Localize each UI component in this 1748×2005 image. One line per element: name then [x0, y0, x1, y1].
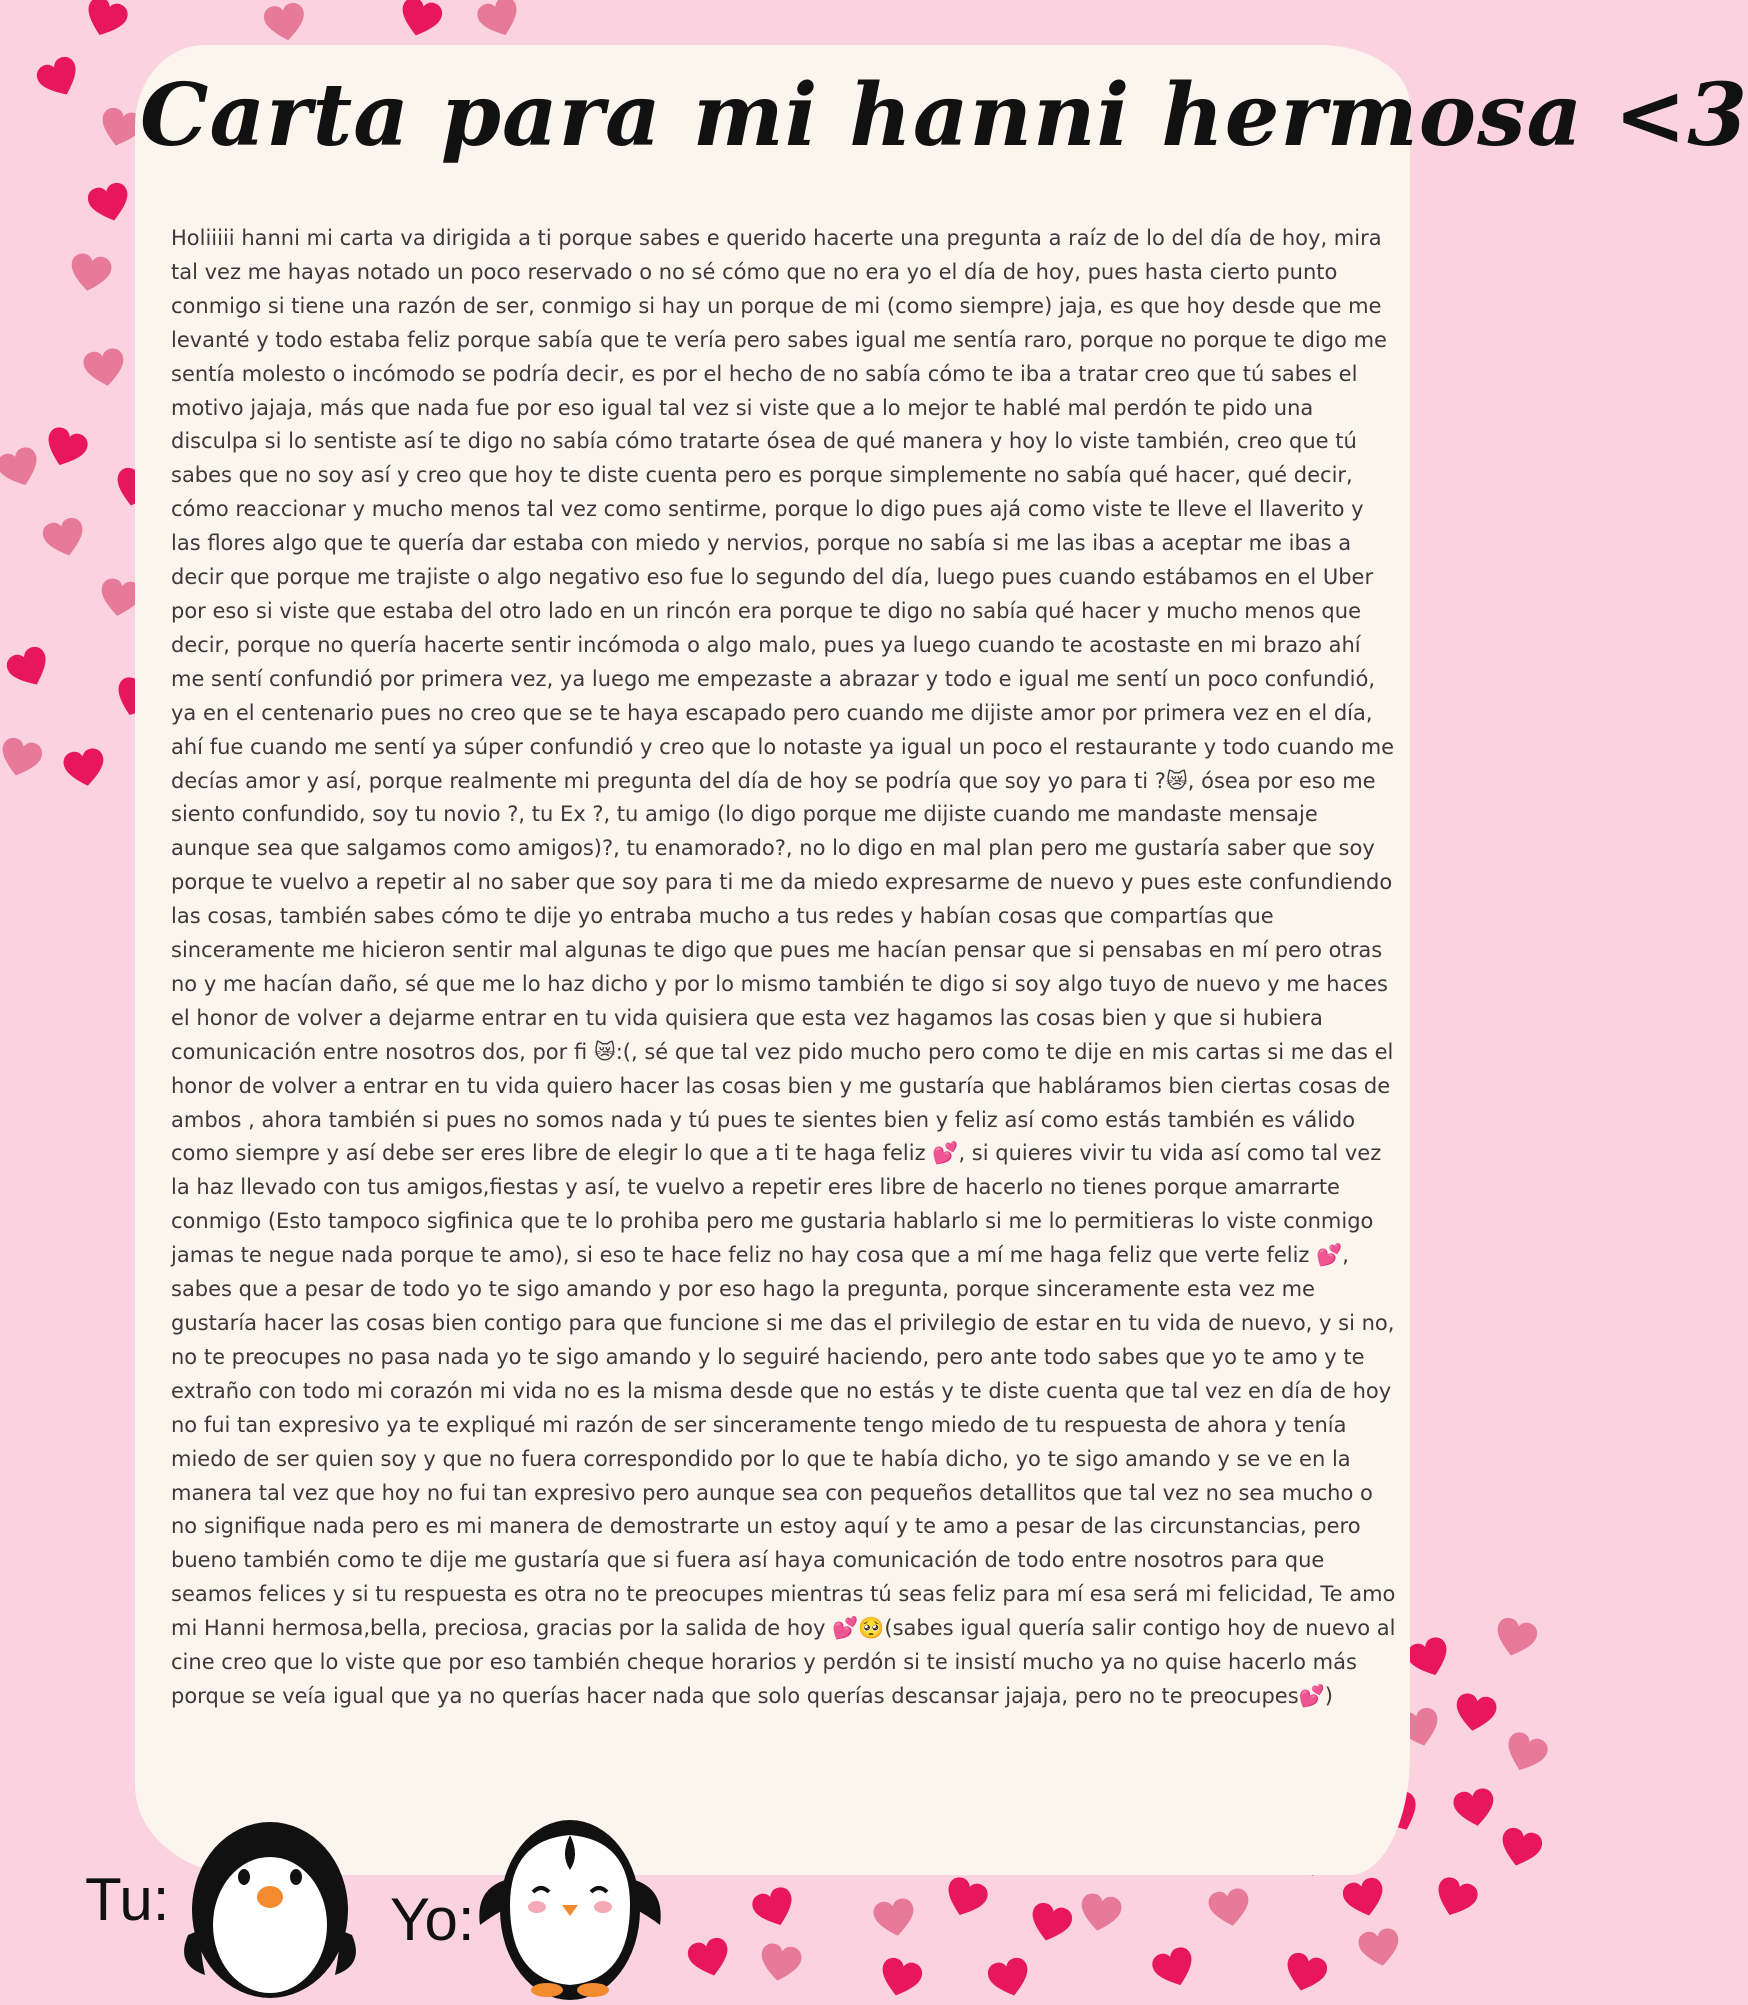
heart-icon: [1452, 1787, 1498, 1833]
heart-icon: [1149, 1944, 1200, 1995]
tu-label: Tu:: [85, 1866, 170, 1933]
heart-icon: [474, 0, 525, 46]
heart-icon: [1341, 1876, 1390, 1925]
heart-icon: [3, 643, 56, 696]
heart-icon: [41, 516, 90, 565]
heart-icon: [82, 347, 128, 393]
heart-icon: [262, 2, 301, 41]
heart-icon: [79, 0, 130, 46]
heart-icon: [749, 1884, 800, 1935]
penguin-icon: [475, 1810, 665, 2000]
yo-label: Yo:: [390, 1886, 475, 1953]
heart-icon: [1404, 1634, 1455, 1685]
heart-icon: [67, 252, 113, 298]
heart-icon: [1429, 1874, 1480, 1925]
letter-title: Carta para mi hanni hermosa <3: [140, 65, 1748, 166]
letter-body: Holiiiii hanni mi carta va dirigida a ti porque sabes e querido hacerte una pregunta a raíz de lo del día de hoy, mira tal vez me hayas notado un poco reservado o no sé cómo que no era yo el día de hoy, pues hasta cierto punto conmigo si tiene una razón de ser, conmigo si hay un porque de mi (como siempre) jaja, es que hoy desde que me levanté y todo estaba feliz porque sabía que te vería pero sabes igual me sentía raro, porque no porque te digo me sentía molesto o incómodo se podría decir, es por el hecho de no sabía cómo te iba a tratar creo que tú sabes el motivo jajaja, más que nada fue por eso igual tal vez si viste que a lo mejor te hablé mal perdón te pido una disculpa si lo sentiste así te digo no sabía cómo tratarte ósea de qué manera y hoy lo viste también, creo que tú sabes que no soy así y creo que hoy te diste cuenta pero es porque simplemente no sabía qué hacer, qué decir, cómo reaccionar y mucho menos tal vez como sentirme, porque lo digo pues ajá como viste te lleve el llaverito y las flores algo que te quería dar estaba con miedo y nervios, porque no sabía si me las ibas a aceptar me ibas a decir que porque me trajiste o algo negativo eso fue lo segundo del día, luego pues cuando estábamos en el Uber por eso si viste que estaba del otro lado en un rincón era porque te digo no sabía qué hacer y mucho menos que decir, porque no quería hacerte sentir incómoda o algo malo, pues ya luego cuando te acostaste en mi brazo ahí me sentí confundió por primera vez, ya luego me empezaste a abrazar y todo e igual me sentí un poco confundió, ya en el centenario pues no creo que se te haya escapado pero cuando me dijiste amor por primera vez en el día, ahí fue cuando me sentí ya súper confundió y creo que lo notaste ya igual un poco el restaurante y todo cuando me decías amor y así, porque realmente mi pregunta del día de hoy se podría que soy yo para ti ?😿, ósea por eso me siento confundido, soy tu novio ?, tu Ex ?, tu amigo (lo digo porque me dijiste cuando me mandaste mensaje aunque sea que salgamos como amigos)?, tu enamorado?, no lo digo en mal plan pero me gustaría saber que soy porque te vuelvo a repetir al no saber que soy para ti me da miedo expresarme de nuevo y pues este confundiendo las cosas, también sabes cómo te dije yo entraba mucho a tus redes y habían cosas que compartías que sinceramente me hicieron sentir mal algunas te digo que pues me hacían pensar que si pensabas en mí pero otras no y me hacían daño, sé que me lo haz dicho y por lo mismo también te digo si soy algo tuyo de nuevo y me haces el honor de volver a dejarme entrar en tu vida quisiera que esta vez hagamos las cosas bien y que si hubiera comunicación entre nosotros dos, por fi 😿:(, sé que tal vez pido mucho pero como te dije en mis cartas si me das el honor de volver a entrar en tu vida quiero hacer las cosas bien y me gustaría que habláramos bien ciertas cosas de ambos , ahora también si pues no somos nada y tú pues te sientes bien y feliz así como estás también es válido como siempre y así debe ser eres libre de elegir lo que a ti te haga feliz 💕, si quieres vivir tu vida así como tal vez la haz llevado con tus amigos,fiestas y así, te vuelvo a repetir eres libre de hacerlo no tienes porque amarrarte conmigo (Esto tampoco sigfinica que te lo prohiba pero me gustaria hablarlo si me lo permitieras lo viste conmigo jamas te negue nada porque te amo), si eso te hace feliz no hay cosa que a mí me haga feliz que verte feliz 💕, sabes que a pesar de todo yo te sigo amando y por eso hago la pregunta, porque sinceramente esta vez me gustaría hacer las cosas bien contigo para que funcione si me das el privilegio de estar en tu vida de nuevo, y si no, no te preocupes no pasa nada yo te sigo amando y lo seguiré haciendo, pero ante todo sabes que yo te amo y te extraño con todo mi corazón mi vida no es la misma desde que no estás y te diste cuenta que tal vez en día de hoy no fui tan expresivo ya te expliqué mi razón de ser sinceramente tengo miedo de tu respuesta de ahora y tenía miedo de ser quien soy y que no fuera correspondido por lo que te había dicho, yo te sigo amando y se ve en la manera tal vez que hoy no fui tan expresivo pero aunque sea con pequeños detallitos que tal vez no sea mucho o no signifique nada pero es mi manera de demostrarte un estoy aquí y te amo a pesar de las circunstancias, pero bueno también como te dije me gustaría que si fuera así haya comunicación de todo entre nosotros para que seamos felices y si tu respuesta es otra no te preocupes mientras tú seas feliz para mí esa será mi felicidad, Te amo mi Hanni hermosa,bella, preciosa, gracias por la salida de hoy 💕🥺(sabes igual quería salir contigo hoy de nuevo al cine creo que lo viste que por eso también cheque horarios y perdón si te insistí mucho ya no quise hacerlo más porque se veía igual que ya no querías hacer nada que solo querías descansar jajaja, pero no te preocupes💕): [171, 226, 1396, 1708]
heart-icon: [1357, 1927, 1403, 1973]
heart-icon: [986, 1956, 1035, 2005]
heart-icon: [1499, 1729, 1550, 1780]
heart-icon: [1077, 1892, 1123, 1938]
heart-icon: [1026, 1901, 1075, 1950]
heart-icon: [1281, 1951, 1330, 2000]
heart-icon: [939, 1874, 990, 1925]
heart-icon: [33, 53, 86, 106]
heart-icon: [686, 1936, 735, 1985]
heart-icon: [0, 444, 46, 495]
heart-icon: [872, 1897, 918, 1943]
heart-icon: [1491, 1616, 1540, 1665]
heart-icon: [876, 1956, 925, 2005]
heart-icon: [62, 747, 108, 793]
penguin-icon: [180, 1815, 360, 2000]
heart-icon: [396, 0, 445, 44]
heart-icon: [1452, 1692, 1498, 1738]
heart-icon: [39, 424, 90, 475]
heart-icon: [0, 736, 44, 785]
heart-icon: [1207, 1887, 1253, 1933]
heart-icon: [86, 181, 135, 230]
heart-icon: [757, 1942, 803, 1988]
heart-icon: [1496, 1826, 1545, 1875]
